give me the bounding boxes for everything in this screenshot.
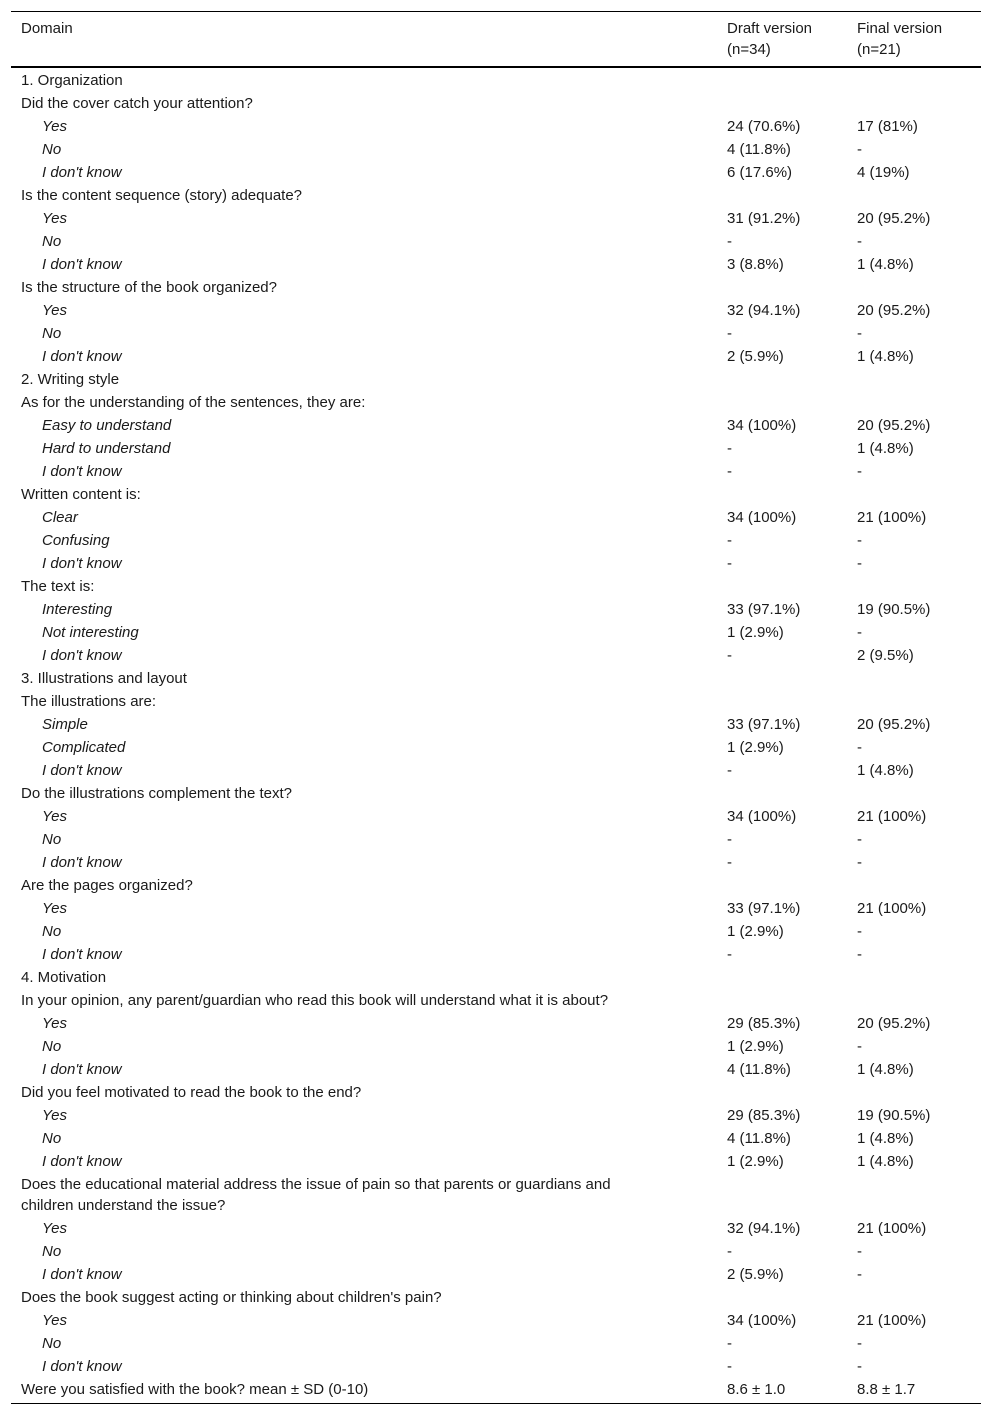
draft-value: 8.6 ± 1.0: [727, 1381, 786, 1398]
final-value: -: [857, 1038, 862, 1055]
section-row: [11, 67, 981, 92]
final-value: [847, 391, 981, 414]
final-value: 20 (95.2%): [857, 210, 931, 227]
option-label: No: [42, 1130, 62, 1147]
option-label: Interesting: [42, 601, 113, 618]
final-value: -: [857, 854, 862, 871]
option-row: [11, 713, 981, 736]
option-label: I don't know: [42, 256, 122, 273]
header-final-n: (n=21): [857, 41, 901, 58]
option-label: Clear: [42, 509, 78, 526]
header-draft-n: (n=34): [727, 41, 771, 58]
draft-value: [717, 391, 847, 414]
question-row: [11, 989, 981, 1012]
draft-value: [717, 782, 847, 805]
option-label: Hard to understand: [42, 440, 171, 457]
draft-value: [717, 276, 847, 299]
draft-value: [717, 1173, 847, 1217]
final-value: -: [857, 831, 862, 848]
draft-value: [717, 667, 847, 690]
option-label: Yes: [42, 1220, 68, 1237]
option-label: Yes: [42, 210, 68, 227]
table-body: [11, 67, 981, 1404]
final-value: -: [857, 1243, 862, 1260]
header-final-version: [847, 12, 981, 68]
final-value: 19 (90.5%): [857, 601, 931, 618]
option-row: [11, 230, 981, 253]
final-value: 1 (4.8%): [857, 1130, 914, 1147]
draft-value: [717, 966, 847, 989]
final-value: 20 (95.2%): [857, 302, 931, 319]
draft-value: 29 (85.3%): [727, 1015, 801, 1032]
option-label: No: [42, 233, 62, 250]
draft-value: 4 (11.8%): [727, 141, 791, 158]
option-row: [11, 1355, 981, 1378]
final-value: [847, 1286, 981, 1309]
question-row: [11, 1173, 981, 1217]
option-row: [11, 621, 981, 644]
option-row: [11, 851, 981, 874]
option-label: Yes: [42, 1312, 68, 1329]
option-row: [11, 115, 981, 138]
draft-value: -: [727, 854, 732, 871]
final-value: 8.8 ± 1.7: [857, 1381, 916, 1398]
option-row: [11, 1035, 981, 1058]
final-value: 21 (100%): [857, 1220, 927, 1237]
final-value: -: [857, 923, 862, 940]
option-label: I don't know: [42, 946, 122, 963]
option-row: [11, 161, 981, 184]
option-row: [11, 736, 981, 759]
final-value: [847, 782, 981, 805]
question-label: Did you feel motivated to read the book to the end?: [21, 1084, 362, 1101]
final-value: 1 (4.8%): [857, 762, 914, 779]
final-value: [847, 276, 981, 299]
final-value: 17 (81%): [857, 118, 918, 135]
final-value: [847, 92, 981, 115]
draft-value: [717, 874, 847, 897]
option-row: [11, 920, 981, 943]
section-row: [11, 368, 981, 391]
draft-value: [717, 690, 847, 713]
question-label: Are the pages organized?: [21, 877, 193, 894]
question-row: [11, 690, 981, 713]
results-table-container: [11, 11, 981, 1404]
option-row: [11, 897, 981, 920]
draft-value: 34 (100%): [727, 509, 797, 526]
draft-value: 32 (94.1%): [727, 1220, 801, 1237]
option-label: No: [42, 1335, 62, 1352]
draft-value: 4 (11.8%): [727, 1130, 791, 1147]
final-value: [847, 67, 981, 92]
question-row: [11, 1081, 981, 1104]
final-value: -: [857, 463, 862, 480]
option-row: [11, 345, 981, 368]
question-label: The illustrations are:: [21, 693, 157, 710]
draft-value: 2 (5.9%): [727, 348, 784, 365]
option-row: [11, 414, 981, 437]
final-value: [847, 874, 981, 897]
final-value: -: [857, 141, 862, 158]
final-value: 19 (90.5%): [857, 1107, 931, 1124]
draft-value: 34 (100%): [727, 808, 797, 825]
final-value: 4 (19%): [857, 164, 910, 181]
draft-value: 29 (85.3%): [727, 1107, 801, 1124]
draft-value: [717, 1286, 847, 1309]
option-label: I don't know: [42, 1061, 122, 1078]
option-label: I don't know: [42, 762, 122, 779]
final-value: 21 (100%): [857, 509, 927, 526]
final-value: [847, 368, 981, 391]
section-label: 1. Organization: [21, 72, 123, 89]
draft-value: -: [727, 1358, 732, 1375]
draft-value: 1 (2.9%): [727, 923, 784, 940]
draft-value: -: [727, 762, 732, 779]
header-row: [11, 12, 981, 68]
draft-value: -: [727, 946, 732, 963]
option-row: [11, 1240, 981, 1263]
option-row: [11, 1150, 981, 1173]
option-label: No: [42, 1038, 62, 1055]
question-row: [11, 483, 981, 506]
section-label: 3. Illustrations and layout: [21, 670, 187, 687]
option-row: [11, 759, 981, 782]
option-label: No: [42, 831, 62, 848]
draft-value: [717, 67, 847, 92]
section-row: [11, 667, 981, 690]
option-label: Yes: [42, 1015, 68, 1032]
option-row: [11, 828, 981, 851]
final-value: -: [857, 739, 862, 756]
header-domain: Domain: [21, 20, 73, 37]
question-label: Is the structure of the book organized?: [21, 279, 277, 296]
option-label: Not interesting: [42, 624, 139, 641]
header-draft-version: [717, 12, 847, 68]
final-value: [847, 483, 981, 506]
draft-value: [717, 483, 847, 506]
final-value: [847, 667, 981, 690]
option-row: [11, 253, 981, 276]
question-row: [11, 276, 981, 299]
final-value: 1 (4.8%): [857, 348, 914, 365]
draft-value: -: [727, 647, 732, 664]
question-row: [11, 782, 981, 805]
draft-value: [717, 989, 847, 1012]
draft-value: 32 (94.1%): [727, 302, 801, 319]
question-row: [11, 575, 981, 598]
option-row: [11, 552, 981, 575]
final-value: 2 (9.5%): [857, 647, 914, 664]
option-row: [11, 1332, 981, 1355]
option-row: [11, 805, 981, 828]
option-row: [11, 1012, 981, 1035]
option-label: I don't know: [42, 1358, 122, 1375]
final-value: -: [857, 325, 862, 342]
draft-value: 4 (11.8%): [727, 1061, 791, 1078]
option-label: I don't know: [42, 348, 122, 365]
draft-value: [717, 184, 847, 207]
draft-value: 31 (91.2%): [727, 210, 801, 227]
question-label: The text is:: [21, 578, 95, 595]
question-label: Does the book suggest acting or thinking about children's pain?: [21, 1289, 442, 1306]
final-value: 1 (4.8%): [857, 440, 914, 457]
final-value: [847, 966, 981, 989]
draft-value: 34 (100%): [727, 417, 797, 434]
draft-value: [717, 575, 847, 598]
option-label: Complicated: [42, 739, 126, 756]
draft-value: -: [727, 233, 732, 250]
final-value: -: [857, 532, 862, 549]
final-value: 20 (95.2%): [857, 1015, 931, 1032]
final-value: 21 (100%): [857, 900, 927, 917]
question-label: As for the understanding of the sentences, they are:: [21, 394, 366, 411]
final-value: [847, 690, 981, 713]
draft-value: 1 (2.9%): [727, 1038, 784, 1055]
draft-value: [717, 1081, 847, 1104]
draft-value: -: [727, 1335, 732, 1352]
section-label: 2. Writing style: [21, 371, 120, 388]
draft-value: 6 (17.6%): [727, 164, 793, 181]
final-value: [847, 1173, 981, 1217]
draft-value: [717, 368, 847, 391]
question-label: Do the illustrations complement the text?: [21, 785, 292, 802]
draft-value: 24 (70.6%): [727, 118, 801, 135]
question-row: [11, 874, 981, 897]
question-label: In your opinion, any parent/guardian who read this book will understand what it is about?: [21, 992, 609, 1009]
option-row: [11, 506, 981, 529]
final-value: 1 (4.8%): [857, 1153, 914, 1170]
option-row: [11, 437, 981, 460]
option-label: I don't know: [42, 463, 122, 480]
draft-value: 33 (97.1%): [727, 716, 801, 733]
option-row: [11, 299, 981, 322]
final-value: 1 (4.8%): [857, 1061, 914, 1078]
final-value: [847, 1081, 981, 1104]
option-label: Yes: [42, 900, 68, 917]
option-row: [11, 943, 981, 966]
draft-value: 33 (97.1%): [727, 900, 801, 917]
draft-value: -: [727, 555, 732, 572]
option-row: [11, 207, 981, 230]
draft-value: -: [727, 1243, 732, 1260]
section-label: 4. Motivation: [21, 969, 107, 986]
results-table: [11, 11, 981, 1404]
option-row: [11, 529, 981, 552]
option-row: [11, 138, 981, 161]
draft-value: -: [727, 532, 732, 549]
option-row: [11, 322, 981, 345]
question-label: Is the content sequence (story) adequate?: [21, 187, 303, 204]
option-label: I don't know: [42, 1153, 122, 1170]
draft-value: 2 (5.9%): [727, 1266, 784, 1283]
final-value: -: [857, 1358, 862, 1375]
final-value: -: [857, 946, 862, 963]
option-row: [11, 1058, 981, 1081]
option-row: [11, 1127, 981, 1150]
option-label: Confusing: [42, 532, 110, 549]
draft-value: -: [727, 440, 732, 457]
section-row: [11, 966, 981, 989]
option-row: [11, 1263, 981, 1286]
option-row: [11, 460, 981, 483]
option-row: [11, 598, 981, 621]
option-label: No: [42, 1243, 62, 1260]
option-row: [11, 1104, 981, 1127]
option-label: No: [42, 923, 62, 940]
question-label: Does the educational material address the issue of pain so that parents or guardians and children understand the issue?: [21, 1176, 611, 1214]
option-label: Yes: [42, 118, 68, 135]
option-label: Yes: [42, 302, 68, 319]
option-label: I don't know: [42, 164, 122, 181]
draft-value: [717, 92, 847, 115]
question-row: [11, 391, 981, 414]
draft-value: 3 (8.8%): [727, 256, 784, 273]
final-value: [847, 184, 981, 207]
option-label: No: [42, 325, 62, 342]
final-value: -: [857, 1266, 862, 1283]
final-value: [847, 989, 981, 1012]
header-draft-label: Draft version: [727, 20, 813, 37]
draft-value: 1 (2.9%): [727, 624, 784, 641]
draft-value: 34 (100%): [727, 1312, 797, 1329]
draft-value: 1 (2.9%): [727, 1153, 784, 1170]
draft-value: -: [727, 325, 732, 342]
draft-value: -: [727, 831, 732, 848]
draft-value: -: [727, 463, 732, 480]
option-row: [11, 644, 981, 667]
option-label: Yes: [42, 808, 68, 825]
table-header: [11, 12, 981, 68]
final-value: -: [857, 1335, 862, 1352]
question-label: Did the cover catch your attention?: [21, 95, 253, 112]
final-value: 1 (4.8%): [857, 256, 914, 273]
option-label: I don't know: [42, 1266, 122, 1283]
option-label: Simple: [42, 716, 88, 733]
final-value: 21 (100%): [857, 1312, 927, 1329]
option-label: I don't know: [42, 647, 122, 664]
option-label: I don't know: [42, 854, 122, 871]
draft-value: 33 (97.1%): [727, 601, 801, 618]
option-row: [11, 1217, 981, 1240]
option-row: [11, 1309, 981, 1332]
question-row: [11, 1378, 981, 1404]
question-row: [11, 184, 981, 207]
question-row: [11, 1286, 981, 1309]
final-value: 21 (100%): [857, 808, 927, 825]
final-value: -: [857, 555, 862, 572]
final-value: [847, 575, 981, 598]
option-label: Yes: [42, 1107, 68, 1124]
draft-value: 1 (2.9%): [727, 739, 784, 756]
final-value: -: [857, 233, 862, 250]
question-label: Written content is:: [21, 486, 141, 503]
option-label: Easy to understand: [42, 417, 172, 434]
question-label: Were you satisfied with the book? mean ± SD (0-10): [21, 1381, 369, 1398]
final-value: -: [857, 624, 862, 641]
question-row: [11, 92, 981, 115]
option-label: No: [42, 141, 62, 158]
option-label: I don't know: [42, 555, 122, 572]
final-value: 20 (95.2%): [857, 716, 931, 733]
header-final-label: Final version: [857, 20, 943, 37]
final-value: 20 (95.2%): [857, 417, 931, 434]
